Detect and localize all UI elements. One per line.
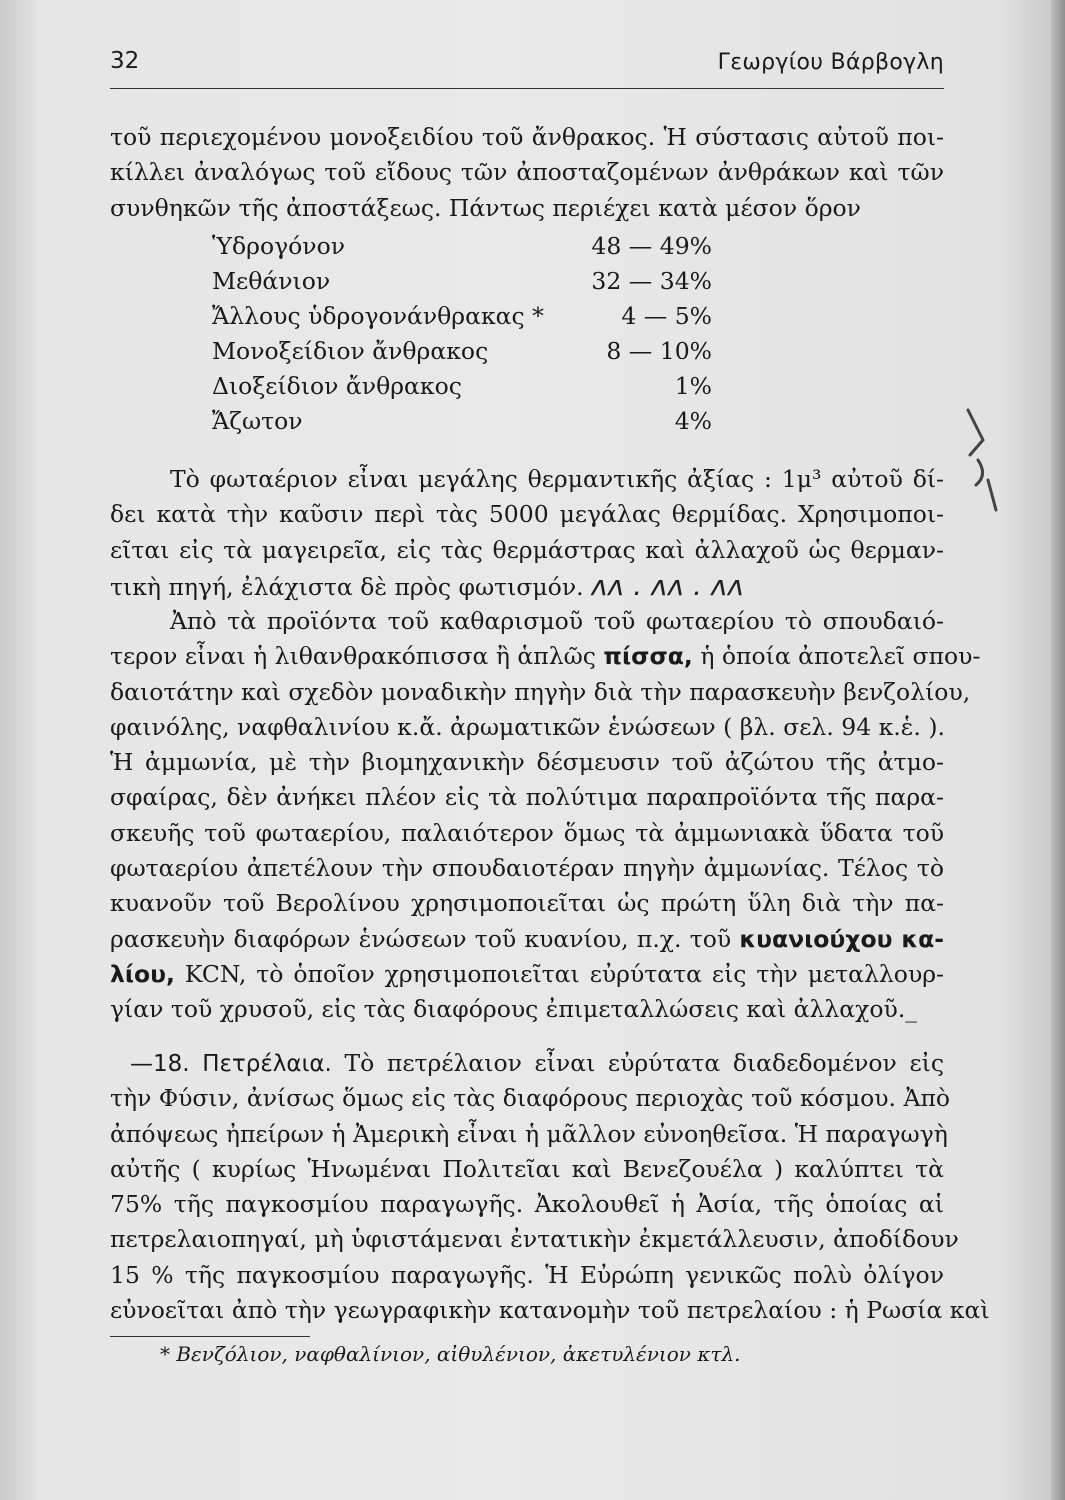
- footnote-rule: [110, 1336, 310, 1337]
- page-header: [110, 48, 944, 89]
- component-name: Διοξείδιον ἄνθρακος: [212, 372, 462, 400]
- text-line: σκευῆς τοῦ φωταερίου, παλαιότερον ὅμως τὰ ἀμμωνιακὰ ὕδατα τοῦ: [110, 818, 944, 847]
- footnote: * Βενζόλιον, ναφθαλίνιον, αἰθυλένιον, ἀκετυλένιον κτλ.: [160, 1342, 741, 1366]
- table-row: [212, 232, 712, 267]
- text-line: τοῦ περιεχομένου μονοξειδίου τοῦ ἄνθρακος. Ἡ σύστασις αὐτοῦ ποι-: [110, 123, 944, 151]
- text-line: συνθηκῶν τῆς ἀποστάξεως. Πάντως περιέχει κατὰ μέσον ὅρον: [110, 193, 861, 222]
- text-line: [110, 1046, 944, 1081]
- text-line: τὴν Φύσιν, ἀνίσως ὅμως εἰς τὰς διαφόρους περιοχὰς τοῦ κόσμου. Ἀπὸ: [110, 1084, 951, 1113]
- text-line: [110, 568, 944, 603]
- text-line: Ἡ ἀμμωνία, μὲ τὴν βιομηχανικὴν δέσμευσιν τοῦ ἀζώτου τῆς ἀτμο-: [110, 748, 944, 777]
- component-name: Ἄλλους ὑδρογονάνθρακας *: [212, 302, 544, 330]
- component-name: Μονοξείδιον ἄνθρακος: [212, 337, 489, 365]
- intro-paragraph: [110, 120, 944, 226]
- bold-term: κυανιούχου κα-: [739, 924, 944, 953]
- text-line: ἀπόψεως ἠπείρων ἡ Ἀμερικὴ εἶναι ἡ μᾶλλον εὐνοηθεῖσα. Ἡ παραγωγὴ: [110, 1119, 948, 1148]
- bold-term: πίσσα,: [603, 642, 693, 671]
- running-head: Γεωργίου Βάρβογλη: [717, 50, 944, 75]
- component-value: 1%: [674, 372, 712, 400]
- table-row: [212, 372, 712, 407]
- page-edge-shadow: [1051, 0, 1065, 1500]
- text-span: τικὴ πηγή, ἐλάχιστα δὲ πρὸς φωτισμόν.: [110, 572, 584, 601]
- component-value: 48 — 49%: [591, 232, 712, 260]
- text-span: ρασκευὴν διαφόρων ἑνώσεων τοῦ κυανίου, π.χ. τοῦ: [110, 924, 732, 953]
- text-span: Τὸ πετρέλαιον εἶναι εὐρύτατα διαδεδομένον εἰς: [344, 1049, 944, 1077]
- text-line: 75% τῆς παγκοσμίου παραγωγῆς. Ἀκολουθεῖ ἡ Ἀσία, τῆς ὁποίας αἱ: [110, 1190, 944, 1219]
- table-row: [212, 407, 712, 442]
- text-line: Ἀπὸ τὰ προϊόντα τοῦ καθαρισμοῦ τοῦ φωταερίου τὸ σπουδαιό-: [170, 607, 944, 635]
- component-value: 4 — 5%: [621, 302, 712, 330]
- text-line: δαιοτάτην καὶ σχεδὸν μοναδικὴν πηγὴν διὰ τὴν παρασκευὴν βενζολίου,: [110, 677, 971, 706]
- text-line: φωταερίου ἀπετέλουν τὴν σπουδαιοτέραν πηγὴν ἀμμωνίας. Τέλος τὸ: [110, 854, 944, 883]
- component-name: Ἄζωτον: [212, 407, 303, 435]
- component-value: 8 — 10%: [606, 337, 712, 365]
- section-18-petroleum: [110, 1046, 990, 1328]
- section-number: —18.: [130, 1051, 190, 1077]
- text-line: αὐτῆς ( κυρίως Ἡνωμέναι Πολιτεῖαι καὶ Βενεζουέλα ) καλύπτει τὰ: [110, 1154, 944, 1183]
- text-line: [110, 639, 981, 674]
- text-line: κυανοῦν τοῦ Βερολίνου χρησιμοποιεῖται ὡς πρώτη ὕλη διὰ τὴν πα-: [110, 889, 944, 918]
- text-line: πετρελαιοπηγαί, μὴ ὑφιστάμεναι ἐντατικὴν ἐκμετάλλευσιν, ἀποδίδουν: [110, 1225, 959, 1254]
- text-line: εῖται εἰς τὰ μαγειρεῖα, εἰς τὰς θερμάστρας καὶ ἀλλαχοῦ ὡς θερμαν-: [110, 535, 944, 564]
- text-line: [110, 957, 944, 992]
- page-number: 32: [110, 48, 140, 74]
- table-row: [212, 302, 712, 337]
- text-span: τερον εἶναι ἡ λιθανθρακόπισσα ἢ ἁπλῶς: [110, 642, 596, 671]
- section-title: Πετρέλαια.: [202, 1051, 332, 1077]
- table-row: [212, 337, 712, 372]
- gas-composition-table: [212, 232, 712, 442]
- text-line: 15 % τῆς παγκοσμίου παραγωγῆς. Ἡ Εὐρώπη γενικῶς πολὺ ὀλίγον: [110, 1260, 944, 1289]
- margin-scribble: [948, 400, 1018, 520]
- paragraph-heating-value: [110, 462, 944, 603]
- text-line: σφαίρας, δὲν ἀνήκει πλέον εἰς τὰ πολύτιμα παραπροϊόντα τῆς παρα-: [110, 783, 944, 812]
- paragraph-byproducts: [110, 604, 981, 1028]
- table-row: [212, 267, 712, 302]
- text-line: φαινόλης, ναφθαλινίου κ.ἄ. ἀρωματικῶν ἑνώσεων ( βλ. σελ. 94 κ.ἑ. ).: [110, 712, 945, 741]
- component-value: 32 — 34%: [591, 267, 712, 295]
- component-name: Μεθάνιον: [212, 267, 331, 295]
- text-line: εὐνοεῖται ἀπὸ τὴν γεωγραφικὴν κατανομὴν τοῦ πετρελαίου : ἡ Ρωσία καὶ: [110, 1296, 990, 1325]
- bold-term: λίου,: [110, 959, 175, 988]
- text-line: γίαν τοῦ χρυσοῦ, εἰς τὰς διαφόρους ἐπιμεταλλώσεις καὶ ἀλλαχοῦ._: [110, 995, 918, 1024]
- text-span: KCN, τὸ ὁποῖον χρησιμοποιεῖται εὐρύτατα εἰς τὴν μεταλλουρ-: [184, 959, 944, 988]
- text-line: Τὸ φωταέριον εἶναι μεγάλης θερμαντικῆς ἀξίας : 1μ³ αὐτοῦ δί-: [170, 465, 944, 493]
- text-line: δει κατὰ τὴν καῦσιν περὶ τὰς 5000 μεγάλας θερμίδας. Χρησιμοποι-: [110, 500, 944, 529]
- component-value: 4%: [674, 407, 712, 435]
- handwritten-mark: ᴧᴧ . ᴧᴧ . ᴧᴧ: [591, 568, 744, 602]
- text-line: [110, 922, 944, 957]
- text-span: ἡ ὁποία ἀποτελεῖ σπου-: [700, 642, 981, 671]
- component-name: Ὑδρογόνον: [212, 232, 346, 260]
- text-line: κίλλει ἀναλόγως τοῦ εἴδους τῶν ἀποσταζομένων ἀνθράκων καὶ τῶν: [110, 158, 944, 187]
